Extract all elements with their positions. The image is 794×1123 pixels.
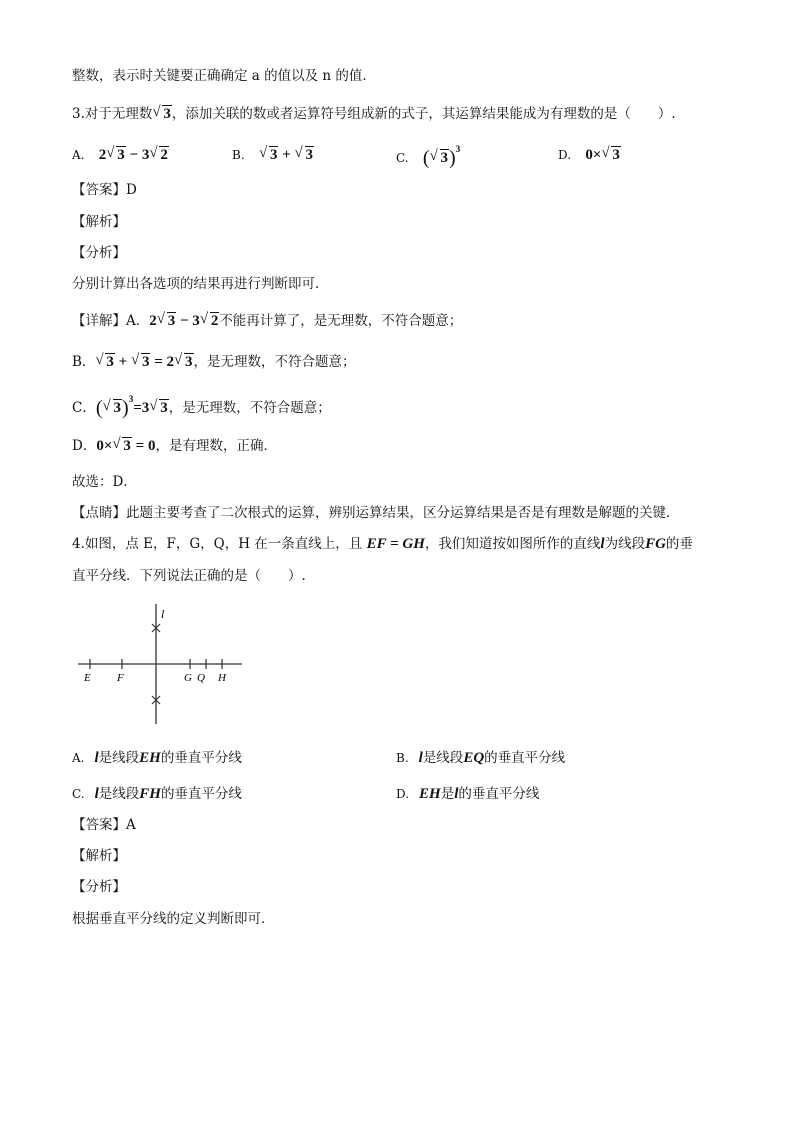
q3-detail-c: C．(√ 3)$^3$=3√ 3，是无理数，不符合题意； — [72, 393, 331, 418]
q4-fenxi: 【分析】 — [72, 879, 126, 895]
q3-detail-a: 【详解】A．2√ 3 − 3√ 2不能再计算了，是无理数，不符合题意； — [72, 311, 462, 331]
q4-ef-eq-gh: EF = GH — [366, 536, 425, 552]
q3-option-c-expr: (√ 3)$^3$ — [423, 150, 460, 166]
q3-option-d: D. 0×√ 3 — [558, 145, 621, 165]
q3-option-a-expr: 2√ 3 − 3√ 2 — [99, 147, 169, 163]
q4-fenxi-text: 根据垂直平分线的定义判断即可． — [72, 911, 275, 927]
q4-option-c: C. l是线段FH的垂直平分线 — [72, 786, 242, 802]
q4-stem-line1: 4.如图，点 E，F，G，Q，H 在一条直线上，且 EF = GH，我们知道按如图所作的直线l为线段FG的垂 — [72, 536, 693, 552]
q4-stem-line2: 直平分线．下列说法正确的是（ ）. — [72, 568, 306, 584]
q3-answer: 【答案】D — [72, 182, 137, 198]
label-f: F — [117, 672, 124, 684]
label-g: G — [184, 672, 192, 684]
q3-stem-post: ，添加关联的数或者运算符号组成新的式子，其运算结果能成为有理数的是（ ）. — [171, 106, 676, 122]
label-e: E — [84, 672, 91, 684]
q3-comment: 【点睛】此题主要考查了二次根式的运算，辨别运算结果，区分运算结果是否是有理数是解题的关键． — [72, 505, 680, 521]
q3-sqrt-3: √ 3 — [153, 104, 172, 124]
label-q: Q — [197, 672, 205, 684]
q4-answer: 【答案】A — [72, 817, 136, 833]
q3-fenxi-text: 分别计算出各选项的结果再进行判断即可． — [72, 276, 329, 292]
q3-option-b-expr: √ 3 + √ 3 — [259, 147, 314, 163]
q3-option-c: C. (√ 3)$^3$ — [396, 143, 460, 168]
q3-stem — [72, 104, 676, 124]
q4-option-b: B. l是线段EQ的垂直平分线 — [396, 750, 566, 766]
intro-line: 整数，表示时关键要正确确定 a 的值以及 n 的值． — [72, 68, 376, 84]
q3-choose: 故选：D． — [72, 474, 137, 490]
q3-option-a: A. 2√ 3 − 3√ 2 — [72, 145, 169, 165]
q4-jiexi: 【解析】 — [72, 848, 126, 864]
q3-detail-b: B．√ 3 + √ 3 = 2√ 3，是无理数，不符合题意； — [72, 352, 356, 372]
q4-option-a: A. l是线段EH的垂直平分线 — [72, 750, 242, 766]
q3-detail-d: D．0×√ 3 = 0，是有理数，正确． — [72, 436, 277, 456]
label-h: H — [218, 672, 226, 684]
q4-figure — [76, 600, 246, 725]
q3-fenxi: 【分析】 — [72, 245, 126, 261]
q3-jiexi: 【解析】 — [72, 214, 126, 230]
label-l: l — [161, 607, 165, 621]
q4-option-d: D. EH是l的垂直平分线 — [396, 786, 540, 802]
q3-option-b: B. √ 3 + √ 3 — [232, 145, 314, 165]
q3-option-d-expr: 0×√ 3 — [585, 147, 621, 163]
q3-stem-pre: 3.对于无理数 — [72, 106, 153, 122]
